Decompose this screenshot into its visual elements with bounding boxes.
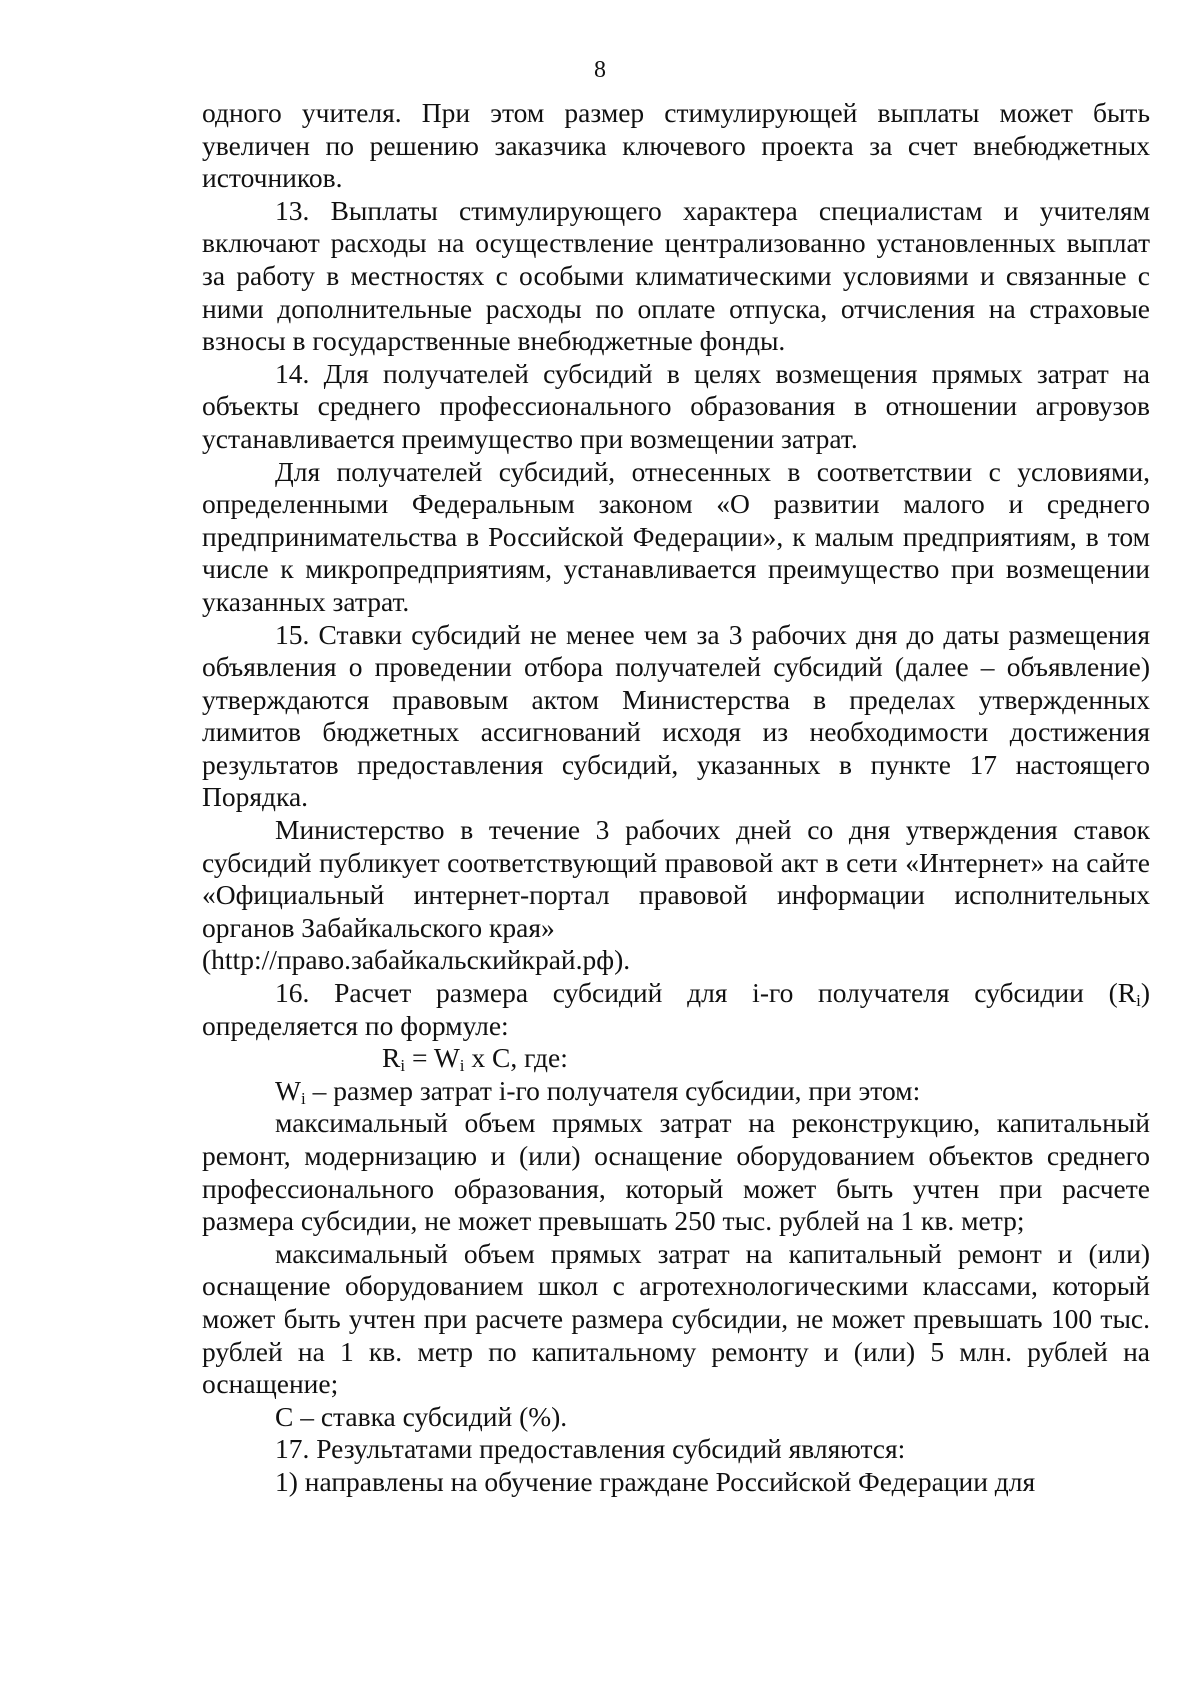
paragraph-13: 13. Выплаты стимулирующего характера специалистам и учителям включают расходы на осуществление централизованно установленных выплат за работу в местностях с особыми климатическими условиями и связанные с ними дополнительные расходы по оплате отпуска, отчисления на страховые взносы в государственные внебюджетные фонды. bbox=[202, 194, 1150, 357]
paragraph-15-url: (http://право.забайкальскийкрай.рф). bbox=[202, 944, 631, 976]
formula-w-subscript: i bbox=[459, 1056, 465, 1076]
paragraph-14-small-business: Для получателей субсидий, отнесенных в соответствии с условиями, определенными Федеральным законом «О развитии малого и среднего предпринимательства в Российской Федерации», к малым предприятиям, в том числе к микропредприятиям, устанавливается преимущество при возмещении указанных затрат. bbox=[202, 455, 1150, 617]
paragraph-15: 15. Ставки субсидий не менее чем за 3 рабочих дня до даты размещения объявления о проведении отбора получателей субсидий (далее – объявление) утверждаются правовым актом Министерства в пределах утвержденных лимитов бюджетных ассигнований исходя из необходимости достижения результатов предоставления субсидий, указанных в пункте 17 настоящего Порядка. bbox=[202, 618, 1150, 813]
paragraph-intro: одного учителя. При этом размер стимулирующей выплаты может быть увеличен по решению заказчика ключевого проекта за счет внебюджетных источников. bbox=[202, 97, 1150, 194]
paragraph-w-definition bbox=[202, 1075, 1150, 1108]
paragraph-16 bbox=[202, 977, 1150, 1042]
paragraph-17: 17. Результатами предоставления субсидий являются: bbox=[275, 1433, 906, 1465]
paragraph-max-schools: максимальный объем прямых затрат на капитальный ремонт и (или) оснащение оборудованием школ с агротехнологическими классами, который может быть учтен при расчете размера субсидии, не может превышать 100 тыс. рублей на 1 кв. метр по капитальному ремонту и (или) 5 млн. рублей на оснащение; bbox=[202, 1237, 1150, 1400]
formula bbox=[202, 1042, 1150, 1075]
paragraph-14: 14. Для получателей субсидий в целях возмещения прямых затрат на объекты среднего профессионального образования в отношении агровузов устанавливается преимущество при возмещении затрат. bbox=[202, 357, 1150, 454]
w-symbol: W bbox=[275, 1074, 301, 1106]
formula-r: R bbox=[382, 1042, 401, 1074]
formula-eq: = W bbox=[405, 1042, 460, 1074]
formula-r-subscript: i bbox=[400, 1056, 406, 1076]
paragraph-17-item-1: 1) направлены на обучение граждане Российской Федерации для bbox=[275, 1465, 1036, 1497]
page-number: 8 bbox=[594, 57, 606, 83]
w-definition-text: – размер затрат i-го получателя субсидии, при этом: bbox=[305, 1074, 921, 1106]
paragraph-15-publication: Министерство в течение 3 рабочих дней со дня утверждения ставок субсидий публикует соответствующий правовой акт в сети «Интернет» на сайте «Официальный интернет-портал правовой информации исполнительных органов Забайкальского края» bbox=[202, 814, 1150, 943]
p16-subscript: i bbox=[1136, 991, 1141, 1011]
paragraph-max-spo: максимальный объем прямых затрат на реконструкцию, капитальный ремонт, модернизацию и (или) оснащение оборудованием объектов среднего профессионального образования, который может быть учтен при расчете размера субсидии, не может превышать 250 тыс. рублей на 1 кв. метр; bbox=[202, 1107, 1150, 1237]
document-body bbox=[202, 97, 1150, 1499]
w-subscript: i bbox=[300, 1088, 306, 1108]
paragraph-c-definition: C – ставка субсидий (%). bbox=[275, 1400, 568, 1432]
p16-text-after: ) определяется по формуле: bbox=[202, 977, 1150, 1041]
p16-text-before: 16. Расчет размера субсидий для i-го получателя субсидии (R bbox=[275, 977, 1137, 1009]
formula-rest: x C, где: bbox=[464, 1042, 568, 1074]
